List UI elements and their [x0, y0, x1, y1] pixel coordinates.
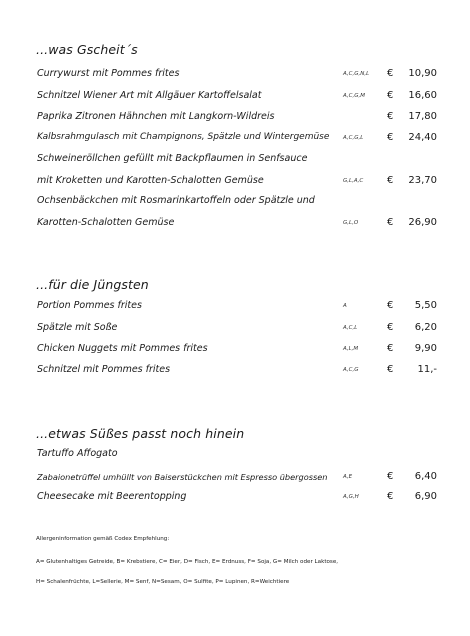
section-title: ...was Gscheit´s	[36, 42, 138, 57]
currency-symbol: €	[387, 343, 394, 354]
item-price: 17,80	[408, 111, 437, 122]
menu-item	[37, 471, 437, 487]
menu-item	[37, 322, 437, 338]
menu-item	[37, 195, 437, 211]
item-price: 9,90	[414, 343, 437, 354]
allergen-codes: A,C,L	[343, 325, 358, 331]
allergen-codes: A,E	[343, 474, 353, 480]
menu-item	[37, 153, 437, 169]
item-price: 16,60	[408, 90, 437, 101]
currency-symbol: €	[387, 132, 394, 143]
allergen-codes: A,C,G,L	[343, 135, 364, 141]
item-name: Portion Pommes frites	[37, 300, 142, 311]
item-name: Schnitzel Wiener Art mit Allgäuer Kartoffelsalat	[37, 90, 262, 101]
currency-symbol: €	[387, 491, 394, 502]
allergen-codes: A,C,G	[343, 367, 359, 373]
item-name: Tartuffo Affogato	[37, 448, 118, 459]
item-price: 26,90	[408, 217, 437, 228]
currency-symbol: €	[387, 300, 394, 311]
currency-symbol: €	[387, 68, 394, 79]
allergen-heading: Allergeninformation gemäß Codex Empfehlung:	[36, 536, 170, 542]
menu-item	[37, 68, 437, 84]
item-name: Schnitzel mit Pommes frites	[37, 364, 171, 375]
item-name: mit Kroketten und Karotten-Schalotten Gemüse	[37, 175, 264, 186]
menu-item	[37, 300, 437, 316]
item-price: 6,90	[414, 491, 437, 502]
item-price: 24,40	[408, 132, 437, 143]
menu-item	[37, 90, 437, 106]
menu-item	[37, 111, 437, 127]
menu-item	[37, 364, 437, 380]
currency-symbol: €	[387, 322, 394, 333]
item-name: Currywurst mit Pommes frites	[37, 68, 180, 79]
allergen-codes: A,G,H	[343, 494, 359, 500]
allergen-codes: A	[343, 303, 347, 309]
allergen-codes: A,C,G,M	[343, 93, 365, 99]
allergen-codes: G,L,A,C	[343, 178, 364, 184]
item-price: 10,90	[408, 68, 437, 79]
item-price: 11,-	[417, 364, 437, 375]
currency-symbol: €	[387, 90, 394, 101]
menu-item	[37, 217, 437, 233]
menu-item	[37, 448, 437, 464]
item-name: Spätzle mit Soße	[37, 322, 118, 333]
item-name: Paprika Zitronen Hähnchen mit Langkorn-Wildreis	[37, 111, 275, 122]
currency-symbol: €	[387, 364, 394, 375]
currency-symbol: €	[387, 175, 394, 186]
allergen-legend-line: A= Glutenhaltiges Getreide, B= Krebstiere, C= Eier, D= Fisch, E= Erdnuss, F= Soja, G= Milch oder Laktose,	[36, 559, 339, 565]
allergen-codes: A,C,G,N,L	[343, 71, 370, 77]
item-name: Ochsenbäckchen mit Rosmarinkartoffeln oder Spätzle und	[37, 195, 315, 206]
item-price: 5,50	[414, 300, 437, 311]
item-name: Zabaionetrüffel umhüllt von Baiserstückchen mit Espresso übergossen	[37, 472, 328, 482]
allergen-codes: A,L,M	[343, 346, 359, 352]
allergen-codes: G,L,O	[343, 220, 359, 226]
item-price: 6,20	[414, 322, 437, 333]
item-name: Cheesecake mit Beerentopping	[37, 491, 187, 502]
menu-item	[37, 132, 437, 148]
menu-item	[37, 175, 437, 191]
item-name: Chicken Nuggets mit Pommes frites	[37, 343, 208, 354]
item-name: Karotten-Schalotten Gemüse	[37, 217, 175, 228]
currency-symbol: €	[387, 471, 394, 482]
item-name: Schweineröllchen gefüllt mit Backpflaumen in Senfsauce	[37, 153, 308, 164]
allergen-legend-line: H= Schalenfrüchte, L=Sellerie, M= Senf, N=Sesam, O= Sulfite, P= Lupinen, R=Weichtiere	[36, 579, 290, 585]
currency-symbol: €	[387, 111, 394, 122]
section-title: ...etwas Süßes passt noch hinein	[36, 426, 245, 441]
section-title: ...für die Jüngsten	[36, 277, 149, 292]
menu-item	[37, 491, 437, 507]
currency-symbol: €	[387, 217, 394, 228]
menu-item	[37, 343, 437, 359]
item-name: Kalbsrahmgulasch mit Champignons, Spätzle und Wintergemüse	[37, 132, 330, 142]
item-price: 6,40	[414, 471, 437, 482]
item-price: 23,70	[408, 175, 437, 186]
